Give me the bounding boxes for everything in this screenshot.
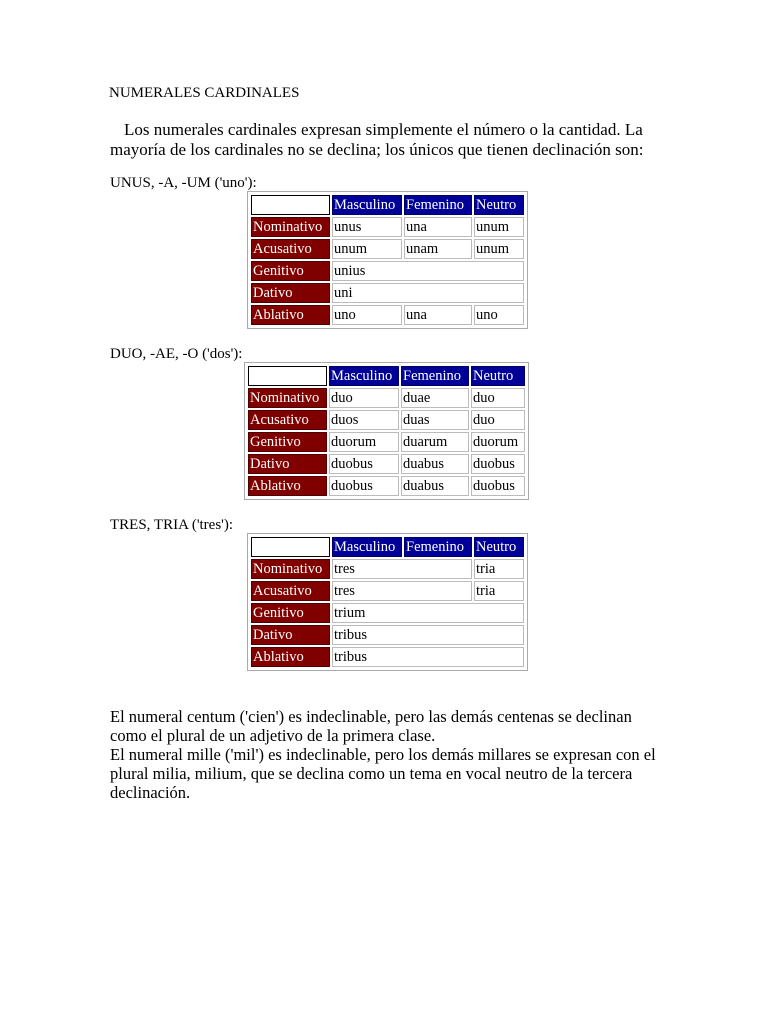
cell: unum <box>474 217 524 237</box>
intro-paragraph <box>110 120 670 160</box>
cell: trium <box>332 603 524 623</box>
intro-text: Los numerales cardinales expresan simplemente el número o la cantidad. La mayoría de los cardinales no se declina; los únicos que tienen declinación son: <box>110 120 644 159</box>
cell: duobus <box>329 454 399 474</box>
col-neutro: Neutro <box>471 366 525 386</box>
unus-label: UNUS, -A, -UM ('uno'): <box>110 175 257 191</box>
row-ablativo: Ablativo <box>251 647 330 667</box>
cell: duobus <box>471 476 525 496</box>
cell: duos <box>329 410 399 430</box>
cell: duas <box>401 410 469 430</box>
cell: duorum <box>471 432 525 452</box>
row-genitivo: Genitivo <box>251 261 330 281</box>
table-row <box>251 261 524 281</box>
col-neutro: Neutro <box>474 537 524 557</box>
unus-declension-table <box>247 191 528 329</box>
row-nominativo: Nominativo <box>251 217 330 237</box>
row-dativo: Dativo <box>248 454 327 474</box>
centum-note: El numeral centum ('cien') es indeclinable, pero las demás centenas se declinan como el plural de un adjetivo de la primera clase. <box>110 707 632 745</box>
row-acusativo: Acusativo <box>251 239 330 259</box>
row-nominativo: Nominativo <box>248 388 327 408</box>
cell: tria <box>474 581 524 601</box>
row-acusativo: Acusativo <box>251 581 330 601</box>
page-heading: NUMERALES CARDINALES <box>109 85 300 101</box>
col-femenino: Femenino <box>404 537 472 557</box>
col-femenino: Femenino <box>404 195 472 215</box>
row-acusativo: Acusativo <box>248 410 327 430</box>
duo-label: DUO, -AE, -O ('dos'): <box>110 346 243 362</box>
cell: tribus <box>332 625 524 645</box>
mille-note: El numeral mille ('mil') es indeclinable, pero los demás millares se expresan con el plural milia, milium, que se declina como un tema en vocal neutro de la tercera declinación. <box>110 745 656 802</box>
col-femenino: Femenino <box>401 366 469 386</box>
table-row <box>248 432 525 452</box>
cell: unum <box>474 239 524 259</box>
cell: duobus <box>471 454 525 474</box>
cell: unam <box>404 239 472 259</box>
cell: uni <box>332 283 524 303</box>
table-row <box>248 454 525 474</box>
cell: duabus <box>401 476 469 496</box>
table-row <box>251 217 524 237</box>
col-masculino: Masculino <box>329 366 399 386</box>
cell: unius <box>332 261 524 281</box>
table-row <box>251 559 524 579</box>
row-nominativo: Nominativo <box>251 559 330 579</box>
table-row <box>251 647 524 667</box>
cell: duo <box>329 388 399 408</box>
corner-cell <box>251 537 330 557</box>
col-neutro: Neutro <box>474 195 524 215</box>
row-genitivo: Genitivo <box>251 603 330 623</box>
cell: unum <box>332 239 402 259</box>
corner-cell <box>251 195 330 215</box>
cell: tribus <box>332 647 524 667</box>
table-row <box>251 239 524 259</box>
cell: una <box>404 305 472 325</box>
table-row <box>251 581 524 601</box>
cell: una <box>404 217 472 237</box>
cell: duarum <box>401 432 469 452</box>
table-row <box>251 625 524 645</box>
cell: unus <box>332 217 402 237</box>
cell: duobus <box>329 476 399 496</box>
row-genitivo: Genitivo <box>248 432 327 452</box>
row-dativo: Dativo <box>251 625 330 645</box>
cell: duo <box>471 410 525 430</box>
tres-label: TRES, TRIA ('tres'): <box>110 517 234 533</box>
row-ablativo: Ablativo <box>251 305 330 325</box>
cell: tres <box>332 581 472 601</box>
corner-cell <box>248 366 327 386</box>
cell: duae <box>401 388 469 408</box>
table-row <box>251 603 524 623</box>
row-dativo: Dativo <box>251 283 330 303</box>
table-row <box>248 388 525 408</box>
cell: duorum <box>329 432 399 452</box>
table-row <box>248 410 525 430</box>
col-masculino: Masculino <box>332 537 402 557</box>
table-row <box>251 305 524 325</box>
table-row <box>251 283 524 303</box>
cell: tria <box>474 559 524 579</box>
col-masculino: Masculino <box>332 195 402 215</box>
tres-declension-table <box>247 533 528 671</box>
cell: tres <box>332 559 472 579</box>
row-ablativo: Ablativo <box>248 476 327 496</box>
table-row <box>248 476 525 496</box>
cell: uno <box>474 305 524 325</box>
cell: duo <box>471 388 525 408</box>
cell: duabus <box>401 454 469 474</box>
cell: uno <box>332 305 402 325</box>
closing-paragraph <box>110 707 670 802</box>
duo-declension-table <box>244 362 529 500</box>
